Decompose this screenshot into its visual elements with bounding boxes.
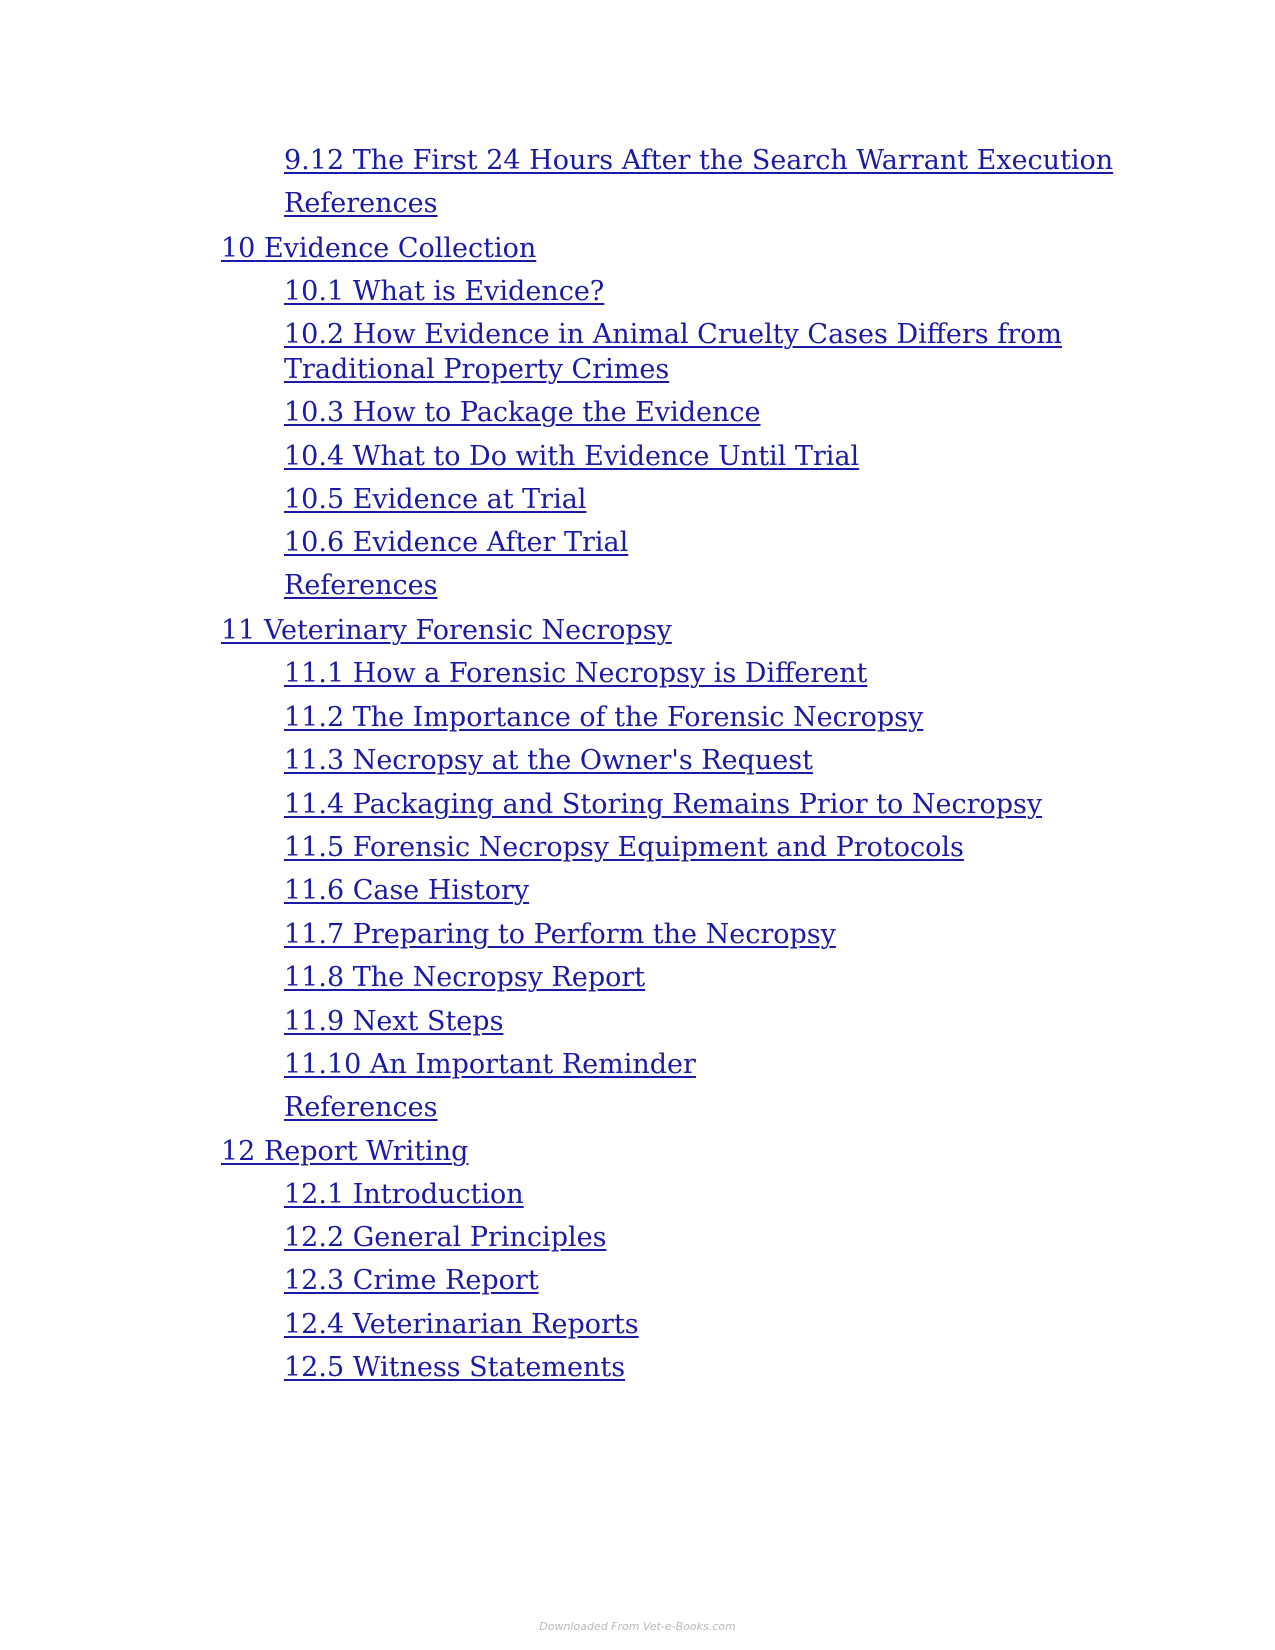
toc-section-link[interactable]: 11.10 An Important Reminder — [284, 1049, 696, 1080]
toc-section-link[interactable]: References — [284, 570, 438, 601]
footer-watermark: Downloaded From Vet-e-Books.com — [539, 1620, 736, 1633]
toc-section-link[interactable]: 11.4 Packaging and Storing Remains Prior to Necropsy — [284, 789, 1043, 820]
toc-section-link[interactable]: 11.3 Necropsy at the Owner's Request — [284, 745, 813, 776]
toc-section-link[interactable]: 9.12 The First 24 Hours After the Search Warrant Execution — [284, 145, 1114, 176]
toc-chapter-link[interactable]: 10 Evidence Collection — [221, 233, 537, 264]
toc-section-link[interactable]: 12.5 Witness Statements — [284, 1352, 626, 1383]
toc-section-link[interactable]: 11.9 Next Steps — [284, 1006, 504, 1037]
toc-section-link[interactable]: 10.4 What to Do with Evidence Until Trial — [284, 441, 860, 472]
toc-section-link[interactable]: References — [284, 1092, 438, 1123]
toc-section-link[interactable]: 11.7 Preparing to Perform the Necropsy — [284, 919, 836, 950]
toc-section-link[interactable]: 10.3 How to Package the Evidence — [284, 397, 761, 428]
toc-chapter-link[interactable]: 11 Veterinary Forensic Necropsy — [221, 615, 672, 646]
toc-section-link[interactable]: 12.3 Crime Report — [284, 1265, 539, 1296]
toc-section-link[interactable]: 11.8 The Necropsy Report — [284, 962, 646, 993]
toc-chapter-link[interactable]: 12 Report Writing — [221, 1136, 469, 1167]
toc-section-link[interactable]: 10.6 Evidence After Trial — [284, 527, 629, 558]
toc-section-link[interactable]: 12.4 Veterinarian Reports — [284, 1309, 639, 1340]
toc-section-link[interactable]: References — [284, 188, 438, 219]
toc-section-link[interactable]: 10.2 How Evidence in Animal Cruelty Cases Differs from — [284, 319, 1063, 350]
toc-section-link[interactable]: 10.1 What is Evidence? — [284, 276, 605, 307]
toc-section-link[interactable]: 11.5 Forensic Necropsy Equipment and Protocols — [284, 832, 964, 863]
toc-section-link[interactable]: 11.2 The Importance of the Forensic Necropsy — [284, 702, 924, 733]
toc-section-link[interactable]: 12.1 Introduction — [284, 1179, 524, 1210]
toc-section-link[interactable]: 11.1 How a Forensic Necropsy is Different — [284, 658, 868, 689]
toc-section-link[interactable]: 10.5 Evidence at Trial — [284, 484, 587, 515]
toc-section-link[interactable]: 12.2 General Principles — [284, 1222, 607, 1253]
toc-section-link[interactable]: Traditional Property Crimes — [284, 354, 670, 385]
toc-section-link[interactable]: 11.6 Case History — [284, 875, 530, 906]
